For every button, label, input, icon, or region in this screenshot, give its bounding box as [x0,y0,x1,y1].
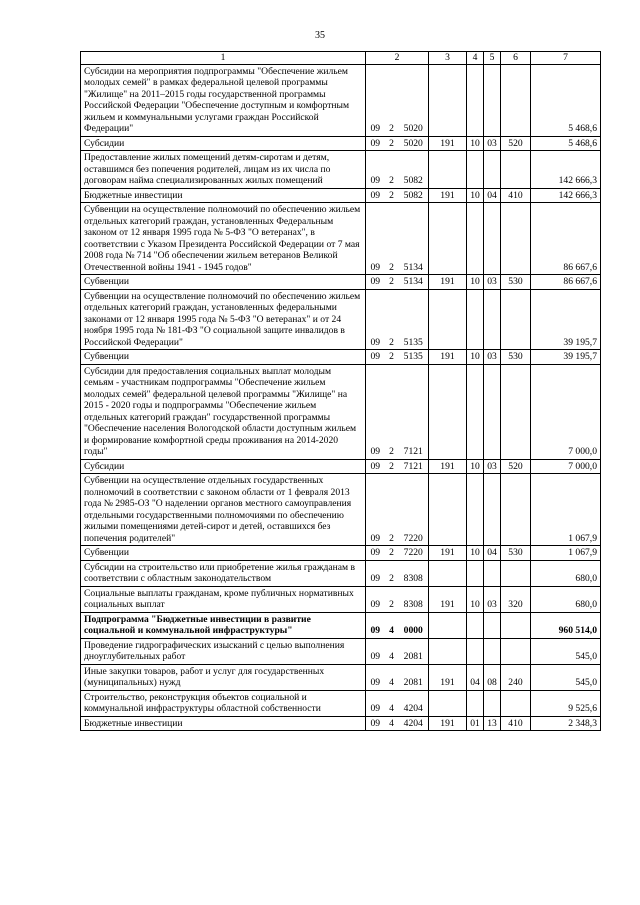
column-6-value: 520 [501,136,531,151]
column-3-value: 191 [429,275,467,290]
code-part-1: 09 [366,136,385,151]
column-5-value [484,690,501,716]
row-description: Субвенции на осуществление отдельных государственных полномочий в соответствии с законом области от 1 февраля 2013 года № 2985-ОЗ "О наделении органов местного самоуправления отдельными государственными полномочиями по обеспечению жилыми помещениями детей-сирот и детей, оставшихся без попечения родителей" [81,474,366,546]
row-description: Подпрограмма "Бюджетные инвестиции в развитие социальной и коммунальной инфраструктуры" [81,612,366,638]
code-part-1: 09 [366,151,385,189]
code-part-1: 09 [366,638,385,664]
code-part-1: 09 [366,64,385,136]
code-part-3: 5135 [399,350,429,365]
column-6-value [501,364,531,459]
amount-value: 142 666,3 [531,188,601,203]
code-part-3: 2081 [399,664,429,690]
code-part-3: 4204 [399,716,429,731]
column-5-value: 03 [484,586,501,612]
code-part-3: 5020 [399,136,429,151]
code-part-2: 2 [385,275,399,290]
row-description: Строительство, реконструкция объектов социальной и коммунальной инфраструктуры областной собственности [81,690,366,716]
row-description: Предоставление жилых помещений детям-сиротам и детям, оставшимся без попечения родителей, лицам из их числа по договорам найма специализированных жилых помещений [81,151,366,189]
column-5-value [484,64,501,136]
column-5-value: 03 [484,350,501,365]
column-6-value [501,203,531,275]
row-description: Субсидии [81,459,366,474]
header-cell: 7 [531,52,601,65]
column-3-value [429,289,467,350]
column-3-value [429,151,467,189]
column-6-value: 530 [501,546,531,561]
column-4-value: 10 [467,546,484,561]
page-number: 35 [315,30,325,41]
code-part-3: 7121 [399,364,429,459]
code-part-1: 09 [366,350,385,365]
amount-value: 5 468,6 [531,136,601,151]
code-part-3: 8308 [399,560,429,586]
code-part-2: 4 [385,638,399,664]
column-5-value [484,203,501,275]
code-part-1: 09 [366,203,385,275]
row-description: Субсидии для предоставления социальных выплат молодым семьям - участникам подпрограммы "Обеспечение жильем молодых семей" федеральной целевой программы "Жилище" на 2015 - 2020 годы и подпрограммы "Обеспечение жильем отдельных категорий граждан" государственной программы "Обеспечение населения Вологодской области доступным жильем и формирование комфортной среды проживания на 2014-2020 годы" [81,364,366,459]
column-4-value [467,474,484,546]
table-row [81,474,601,546]
table-row [81,350,601,365]
budget-table [80,51,601,731]
column-5-value [484,364,501,459]
code-part-1: 09 [366,586,385,612]
column-4-value: 10 [467,188,484,203]
column-3-value: 191 [429,546,467,561]
amount-value: 680,0 [531,560,601,586]
column-6-value [501,690,531,716]
code-part-1: 09 [366,364,385,459]
code-part-3: 5020 [399,64,429,136]
code-part-1: 09 [366,664,385,690]
code-part-2: 2 [385,350,399,365]
code-part-3: 5082 [399,188,429,203]
code-part-2: 2 [385,364,399,459]
row-description: Проведение гидрографических изысканий с целью выполнения дноуглубительных работ [81,638,366,664]
column-4-value: 10 [467,459,484,474]
code-part-1: 09 [366,690,385,716]
code-part-2: 2 [385,474,399,546]
code-part-1: 09 [366,716,385,731]
header-cell: 2 [366,52,429,65]
column-3-value [429,690,467,716]
column-6-value [501,474,531,546]
column-5-value: 08 [484,664,501,690]
row-description: Субвенции [81,546,366,561]
amount-value: 1 067,9 [531,474,601,546]
code-part-1: 09 [366,275,385,290]
column-5-value: 03 [484,136,501,151]
column-6-value: 240 [501,664,531,690]
row-description: Бюджетные инвестиции [81,716,366,731]
column-4-value [467,203,484,275]
table-row [81,203,601,275]
header-cell: 5 [484,52,501,65]
table-row [81,275,601,290]
column-3-value [429,64,467,136]
table-row [81,638,601,664]
header-cell: 1 [81,52,366,65]
table-row [81,664,601,690]
code-part-2: 2 [385,136,399,151]
table-row [81,459,601,474]
column-6-value: 410 [501,188,531,203]
amount-value: 1 067,9 [531,546,601,561]
code-part-2: 4 [385,716,399,731]
code-part-2: 2 [385,546,399,561]
code-part-1: 09 [366,188,385,203]
column-3-value: 191 [429,586,467,612]
column-3-value [429,612,467,638]
column-4-value [467,612,484,638]
column-6-value [501,151,531,189]
amount-value: 7 000,0 [531,364,601,459]
code-part-2: 4 [385,612,399,638]
header-cell: 4 [467,52,484,65]
code-part-2: 2 [385,64,399,136]
amount-value: 5 468,6 [531,64,601,136]
column-5-value: 03 [484,275,501,290]
code-part-2: 2 [385,560,399,586]
code-part-3: 4204 [399,690,429,716]
amount-value: 545,0 [531,638,601,664]
row-description: Субсидии на мероприятия подпрограммы "Обеспечение жильем молодых семей" в рамках федеральной целевой программы "Жилище" на 2011–2015 годы государственной программы Российской Федерации "Обеспечение доступным и комфортным жильем и коммунальными услугами граждан Российской Федерации" [81,64,366,136]
amount-value: 960 514,0 [531,612,601,638]
code-part-3: 5082 [399,151,429,189]
amount-value: 39 195,7 [531,350,601,365]
table-row [81,64,601,136]
column-4-value [467,638,484,664]
column-4-value: 10 [467,136,484,151]
row-description: Бюджетные инвестиции [81,188,366,203]
code-part-2: 4 [385,664,399,690]
column-6-value: 530 [501,350,531,365]
column-3-value [429,203,467,275]
column-6-value [501,638,531,664]
column-4-value: 01 [467,716,484,731]
column-6-value: 320 [501,586,531,612]
column-4-value: 10 [467,275,484,290]
column-4-value: 10 [467,350,484,365]
column-4-value [467,64,484,136]
column-3-value: 191 [429,459,467,474]
table-row [81,560,601,586]
column-5-value: 13 [484,716,501,731]
column-3-value: 191 [429,136,467,151]
column-3-value [429,638,467,664]
amount-value: 545,0 [531,664,601,690]
column-6-value [501,612,531,638]
code-part-2: 2 [385,151,399,189]
amount-value: 680,0 [531,586,601,612]
header-cell: 6 [501,52,531,65]
column-4-value [467,560,484,586]
table-row [81,716,601,731]
column-3-value: 191 [429,664,467,690]
code-part-3: 7220 [399,474,429,546]
amount-value: 7 000,0 [531,459,601,474]
column-5-value [484,560,501,586]
code-part-2: 2 [385,203,399,275]
code-part-1: 09 [366,474,385,546]
column-5-value [484,612,501,638]
code-part-1: 09 [366,612,385,638]
amount-value: 39 195,7 [531,289,601,350]
table-header-row [81,52,601,65]
code-part-2: 2 [385,586,399,612]
column-4-value [467,364,484,459]
code-part-3: 0000 [399,612,429,638]
column-6-value [501,289,531,350]
column-5-value: 03 [484,459,501,474]
code-part-3: 7220 [399,546,429,561]
table-row [81,612,601,638]
column-6-value [501,560,531,586]
column-5-value [484,289,501,350]
amount-value: 142 666,3 [531,151,601,189]
column-3-value [429,560,467,586]
code-part-1: 09 [366,546,385,561]
row-description: Субвенции на осуществление полномочий по обеспечению жильем отдельных категорий граждан, установленных Федеральным законом от 12 января 1995 года № 5-ФЗ "О ветеранах", в соответствии с Указом Президента Российской Федерации от 7 мая 2008 года № 714 "Об обеспечении жильем ветеранов Великой Отечественной войны 1941 - 1945 годов" [81,203,366,275]
column-3-value: 191 [429,716,467,731]
row-description: Субвенции [81,275,366,290]
code-part-2: 2 [385,289,399,350]
code-part-3: 8308 [399,586,429,612]
table-row [81,188,601,203]
column-5-value [484,638,501,664]
column-4-value [467,690,484,716]
table-row [81,151,601,189]
table-row [81,289,601,350]
code-part-3: 2081 [399,638,429,664]
code-part-1: 09 [366,459,385,474]
code-part-3: 5134 [399,203,429,275]
amount-value: 9 525,6 [531,690,601,716]
column-6-value [501,64,531,136]
table-row [81,136,601,151]
column-5-value: 04 [484,188,501,203]
column-3-value: 191 [429,188,467,203]
code-part-2: 2 [385,188,399,203]
amount-value: 86 667,6 [531,275,601,290]
row-description: Субсидии [81,136,366,151]
header-cell: 3 [429,52,467,65]
code-part-1: 09 [366,560,385,586]
column-3-value [429,364,467,459]
column-3-value: 191 [429,350,467,365]
column-5-value [484,151,501,189]
column-4-value [467,289,484,350]
column-4-value: 10 [467,586,484,612]
column-6-value: 520 [501,459,531,474]
row-description: Социальные выплаты гражданам, кроме публичных нормативных социальных выплат [81,586,366,612]
row-description: Иные закупки товаров, работ и услуг для государственных (муниципальных) нужд [81,664,366,690]
table-row [81,546,601,561]
code-part-2: 4 [385,690,399,716]
code-part-1: 09 [366,289,385,350]
table-row [81,364,601,459]
row-description: Субвенции [81,350,366,365]
code-part-3: 5134 [399,275,429,290]
row-description: Субсидии на строительство или приобретение жилья гражданам в соответствии с областным законодательством [81,560,366,586]
column-6-value: 530 [501,275,531,290]
amount-value: 2 348,3 [531,716,601,731]
row-description: Субвенции на осуществление полномочий по обеспечению жильем отдельных категорий граждан, установленных федеральными законами от 12 января 1995 года № 5-ФЗ "О ветеранах" и от 24 ноября 1995 года № 181-ФЗ "О социальной защите инвалидов в Российской Федерации" [81,289,366,350]
table-row [81,690,601,716]
column-5-value [484,474,501,546]
code-part-2: 2 [385,459,399,474]
code-part-3: 5135 [399,289,429,350]
column-4-value: 04 [467,664,484,690]
column-4-value [467,151,484,189]
code-part-3: 7121 [399,459,429,474]
column-5-value: 04 [484,546,501,561]
column-3-value [429,474,467,546]
amount-value: 86 667,6 [531,203,601,275]
column-6-value: 410 [501,716,531,731]
table-row [81,586,601,612]
